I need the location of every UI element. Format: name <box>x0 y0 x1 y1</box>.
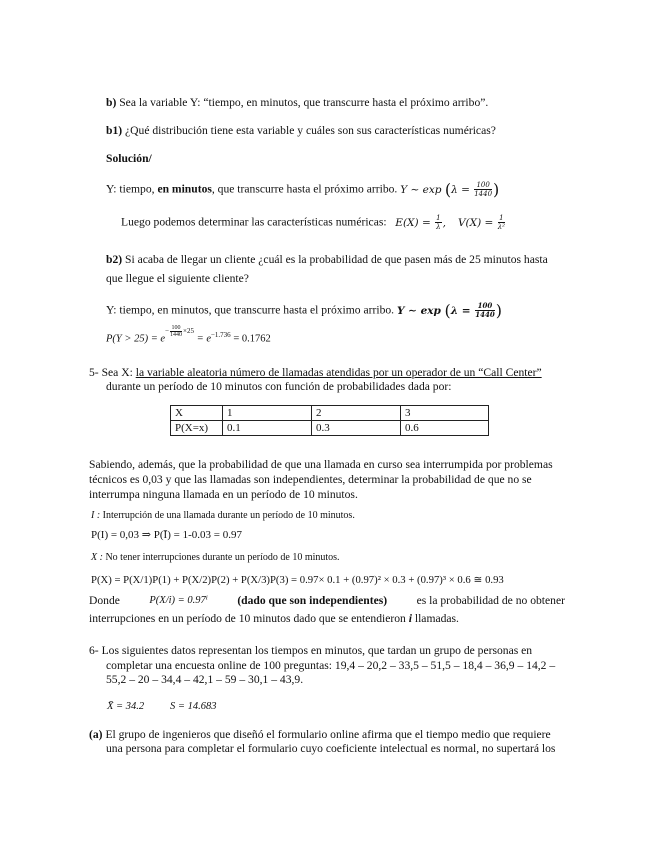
q5-donde-line2-i: i <box>408 612 412 625</box>
b1-vx-den: λ² <box>497 223 505 231</box>
q5-number: 5- <box>89 366 99 379</box>
part-b1-question <box>106 124 496 138</box>
part-b2-label: b2) <box>106 253 123 266</box>
b1-y-pre: Y: tiempo, <box>106 182 158 196</box>
part-b-statement <box>106 96 488 110</box>
b1-y-post: , que transcurre hasta el próximo arribo. <box>211 182 398 196</box>
b1-vx-fraction <box>498 214 505 231</box>
b2-dist-lhs: Y ∼ exp <box>396 304 441 317</box>
table-row <box>171 406 489 421</box>
b2-lambda-num: 100 <box>475 302 494 311</box>
q5-paragraph-line3: interrumpa ninguna llamada en un período de 10 minutos. <box>89 488 358 501</box>
q5-event-i-definition <box>91 509 355 523</box>
table-cell: X <box>171 406 223 421</box>
q5-donde-line2 <box>89 612 459 626</box>
q6-line3: 55,2 – 20 – 34,4 – 42,1 – 59 – 30,1 – 43,9. <box>106 673 304 686</box>
b2-lambda-eq: λ = <box>450 304 471 317</box>
table-cell: 1 <box>223 406 312 421</box>
q5-x-symbol: X : <box>91 552 103 563</box>
b2-exp-tail: ×25 <box>183 327 194 335</box>
b1-ex-lhs: E(X) = <box>395 216 431 229</box>
table-cell: 3 <box>401 406 489 421</box>
b2-distribution: Y ∼ exp (λ = $\frac{100}{1440}$ ) <box>396 300 502 320</box>
q5-donde-math: P(X/i) = 0.97ⁱ <box>149 595 208 606</box>
q6-line1-text: Los siguientes datos representan los tiempos en minutos, que tardan un grupo de personas en <box>101 644 533 657</box>
q6-sd: S = 14.683 <box>170 701 217 712</box>
b1-variance <box>457 214 506 231</box>
b1-lambda-fraction <box>474 181 492 198</box>
b2-lambda-fraction <box>475 302 494 319</box>
b1-dist-lhs: Y ∼ exp <box>400 183 442 196</box>
part-b2-question-line1 <box>106 253 565 267</box>
q5-donde-line1 <box>89 594 565 608</box>
b2-question-line1: Si acaba de llegar un cliente ¿cuál es la probabilidad de que pasen más de 25 minutos hasta <box>125 253 548 266</box>
probability-table <box>170 405 489 436</box>
q5-intro-line1 <box>89 366 542 380</box>
b1-ex-fraction <box>435 214 441 231</box>
b1-vx-num: 1 <box>499 214 504 222</box>
q5-paragraph-line2: técnicos es 0,03 y que las llamadas son independientes, determinar la probabilidad de que no se <box>89 473 532 486</box>
b1-lambda-eq: λ = <box>451 183 470 196</box>
q6-mean: X̄ = 34.2 <box>107 701 145 712</box>
b2-probability <box>106 324 271 347</box>
q6-number: 6- <box>89 644 99 657</box>
q6-line2: completar una encuesta online de 100 preguntas: 19,4 – 20,2 – 33,5 – 51,5 – 18,4 – 36,9 – 14,2 – <box>106 659 556 672</box>
solution-title: Solución/ <box>106 152 152 165</box>
b2-question-line2: que llegue el siguiente cliente? <box>106 272 249 285</box>
part-b-text-bold: tiempo <box>208 96 241 109</box>
b1-variable-definition <box>106 181 499 198</box>
q5-i-symbol: I : <box>91 510 101 521</box>
q6-a-label: (a) <box>89 728 103 741</box>
part-b1-question-text: ¿Qué distribución tiene esta variable y cuáles son sus características numéricas? <box>125 124 496 137</box>
q5-paragraph-line1: Sabiendo, además, que la probabilidad de que una llamada en curso sea interrumpida por problemas <box>89 458 553 471</box>
q5-i-def: Interrupción de una llamada durante un período de 10 minutos. <box>102 510 355 521</box>
q6-a-line1-text: El grupo de ingenieros que diseñó el formulario online afirma que el tiempo medio que requiere <box>105 728 551 741</box>
b2-exp-den: 1440 <box>170 331 183 338</box>
b2-variable-definition <box>106 302 502 319</box>
q5-event-x-definition <box>91 551 340 565</box>
q6-part-a-line2: una persona para completar el formulario cuyo coeficiente intelectual es normal, no supertará los <box>106 742 556 755</box>
table-cell: P(X=x) <box>171 421 223 436</box>
table-cell: 0.6 <box>401 421 489 436</box>
part-b-text-pre: Sea la variable Y: “ <box>119 96 209 109</box>
b2-exp-num: 100 <box>171 324 181 331</box>
b1-lambda-num: 100 <box>474 181 492 190</box>
q5-intro-line2: durante un período de 10 minutos con función de probabilidades dada por: <box>106 380 452 393</box>
q5-pi-equation: P(I) = 0,03 ⇒ P(Ī) = 1-0.03 = 0.97 <box>91 529 242 541</box>
q5-donde-post: es la probabilidad de no obtener <box>416 594 565 607</box>
q5-donde-line2-post: llamadas. <box>411 612 459 625</box>
table-row <box>171 421 489 436</box>
q6-part-a-line1 <box>89 728 551 742</box>
table-cell: 0.1 <box>223 421 312 436</box>
b1-ex-den: λ <box>436 223 441 231</box>
b1-expectation: E(X) = $\frac{1}{\lambda}$ , <box>395 214 450 231</box>
b2-prob-exponent: − 100 1440 ×25 <box>165 324 194 338</box>
b1-distribution: Y ∼ exp (λ = $\frac{100}{1440}$ ) <box>400 179 500 199</box>
b2-prob-lhs: P(Y > 25) = e <box>106 333 166 345</box>
b1-vx-lhs: V(X) = <box>457 216 494 229</box>
q5-donde-pre: Donde <box>89 594 120 607</box>
b2-y-text: Y: tiempo, en minutos, que transcurre hasta el próximo arribo. <box>106 303 395 317</box>
b2-prob-mid: = e <box>196 333 211 345</box>
part-b1-label: b1) <box>106 124 123 137</box>
b1-chars-text: Luego podemos determinar las características numéricas: <box>121 215 387 229</box>
part-b-label: b) <box>106 96 117 109</box>
q5-intro-underlined: la variable aleatoria número de llamadas atendidas por un operador de un “Call Center” <box>135 366 542 379</box>
b1-y-bold: en minutos <box>157 182 212 196</box>
q5-x-def: No tener interrupciones durante un período de 10 minutos. <box>105 552 340 563</box>
b2-exp-fraction <box>170 325 182 338</box>
table-cell: 2 <box>312 406 401 421</box>
b2-prob-result: = 0.1762 <box>233 333 271 345</box>
q5-donde-bold: (dado que son independientes) <box>237 594 388 607</box>
b2-lambda-den: 1440 <box>475 310 495 319</box>
q6-line1 <box>89 644 532 658</box>
part-b-text-post: , en minutos, que transcurre hasta el próximo arribo”. <box>240 96 489 109</box>
q5-px-equation: P(X) = P(X/1)P(1) + P(X/2)P(2) + P(X/3)P(3) = 0.97× 0.1 + (0.97)² × 0.3 + (0.97)³ × 0.6 ≅ 0.93 <box>91 574 504 586</box>
b1-characteristics <box>121 214 506 231</box>
b1-lambda-den: 1440 <box>474 190 493 198</box>
b2-prob-mid-exp: −1.736 <box>210 331 231 339</box>
q5-donde-line2-pre: interrupciones en un período de 10 minutos dado que se entendieron <box>89 612 409 625</box>
b1-ex-num: 1 <box>436 214 441 222</box>
q5-intro-pre: Sea X: <box>101 366 136 379</box>
table-cell: 0.3 <box>312 421 401 436</box>
